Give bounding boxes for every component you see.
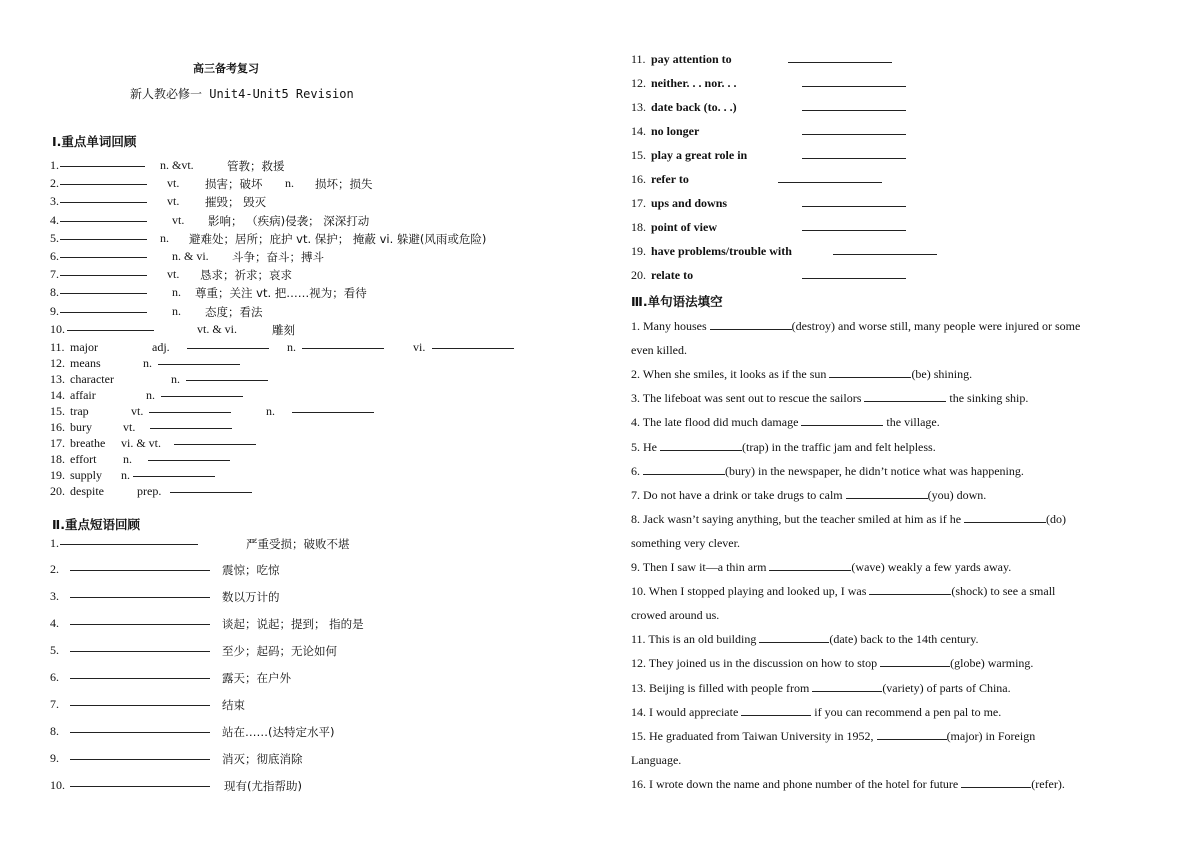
word-form-blank[interactable] bbox=[186, 370, 268, 384]
sentence-text: in the newspaper, he didn’t notice what was happening. bbox=[755, 463, 1024, 478]
item-number: 1. bbox=[50, 536, 59, 550]
answer-blank[interactable] bbox=[833, 244, 937, 255]
sentence-text: . bbox=[1061, 776, 1065, 791]
item-number: 3. bbox=[50, 589, 59, 603]
item-number: 19. bbox=[631, 244, 646, 258]
answer-blank[interactable] bbox=[802, 196, 906, 207]
phrase-text: pay attention to bbox=[651, 52, 732, 66]
sentence-text: 4. The late flood did much damage bbox=[631, 415, 802, 430]
answer-blank[interactable] bbox=[60, 302, 147, 313]
sentence-line bbox=[631, 608, 719, 623]
item-number: 12. bbox=[50, 356, 65, 370]
sentence-line bbox=[631, 319, 1080, 334]
phrase-blank[interactable] bbox=[60, 534, 198, 548]
answer-blank[interactable] bbox=[302, 338, 384, 349]
phrase-blank[interactable] bbox=[833, 244, 937, 258]
word-form-label: n. bbox=[143, 356, 152, 370]
phrase-blank[interactable] bbox=[70, 560, 210, 574]
verb-hint: (major) bbox=[946, 728, 983, 743]
part-of-speech: vt. bbox=[167, 194, 180, 209]
word-blank[interactable] bbox=[67, 320, 154, 334]
part-of-speech: n. bbox=[172, 303, 181, 318]
word-blank[interactable] bbox=[60, 302, 147, 316]
answer-blank[interactable] bbox=[802, 76, 906, 87]
phrase-text: point of view bbox=[651, 220, 717, 234]
answer-blank[interactable] bbox=[802, 220, 906, 231]
item-number: 9. bbox=[50, 751, 59, 765]
sentence-text: 8. Jack wasn’t saying anything, but the teacher smiled at him as if he bbox=[631, 511, 965, 526]
word-blank[interactable] bbox=[60, 283, 147, 297]
word-form-blank[interactable] bbox=[170, 482, 252, 496]
answer-blank[interactable] bbox=[801, 415, 883, 426]
sentence-text: 6. bbox=[631, 463, 643, 478]
item-number: 7. bbox=[50, 267, 59, 282]
sentence-text: 2. When she smiles, it looks as if the sun bbox=[631, 367, 830, 382]
sentence-line bbox=[631, 560, 1011, 575]
item-number: 17. bbox=[50, 436, 65, 450]
item-number: 15. bbox=[50, 404, 65, 418]
verb-hint: (you) bbox=[927, 487, 954, 502]
word-form-label: n. bbox=[171, 372, 180, 386]
vocab-word: despite bbox=[70, 484, 104, 498]
answer-blank[interactable] bbox=[778, 172, 882, 183]
sentence-line bbox=[631, 440, 936, 455]
item-number: 10. bbox=[50, 321, 65, 336]
phrase-text: ups and downs bbox=[651, 196, 728, 210]
sentence-continuation: even killed. bbox=[631, 343, 687, 358]
item-number: 16. bbox=[50, 420, 65, 434]
item-number: 14. bbox=[50, 388, 65, 402]
item-number: 8. bbox=[50, 724, 59, 738]
answer-blank[interactable] bbox=[802, 124, 906, 135]
phrase-blank[interactable] bbox=[70, 722, 210, 736]
answer-blank[interactable] bbox=[60, 534, 198, 545]
item-number: 20. bbox=[631, 268, 646, 282]
chinese-definition: 至少；起码；无论如何 bbox=[222, 644, 337, 658]
answer-blank[interactable] bbox=[802, 100, 906, 111]
answer-blank[interactable] bbox=[292, 402, 374, 413]
item-number: 19. bbox=[50, 468, 65, 482]
sentence-line bbox=[631, 632, 979, 647]
chinese-definition: 态度；看法 bbox=[205, 304, 263, 319]
chinese-definition: 雕刻 bbox=[272, 322, 295, 337]
answer-blank[interactable] bbox=[60, 211, 147, 222]
item-number: 5. bbox=[50, 643, 59, 657]
phrase-text: refer to bbox=[651, 172, 689, 186]
vocab-word: effort bbox=[70, 452, 97, 466]
sentence-line bbox=[631, 488, 986, 503]
part-of-speech: n. &vt. bbox=[160, 158, 194, 172]
sentence-line bbox=[631, 367, 972, 382]
sentence-continuation: crowed around us. bbox=[631, 608, 720, 623]
chinese-definition: 消灭；彻底消除 bbox=[222, 752, 303, 766]
answer-blank[interactable] bbox=[133, 466, 215, 477]
answer-blank[interactable] bbox=[70, 776, 210, 787]
word-form-blank[interactable] bbox=[161, 386, 243, 400]
chinese-definition: 管教；救援 bbox=[227, 159, 285, 173]
phrase-blank[interactable] bbox=[70, 668, 210, 682]
sentence-text: 1. Many houses bbox=[631, 319, 710, 333]
answer-blank[interactable] bbox=[964, 512, 1046, 523]
chinese-definition: 震惊；吃惊 bbox=[222, 563, 280, 577]
part-of-speech: n. bbox=[160, 230, 169, 245]
answer-blank[interactable] bbox=[60, 174, 147, 185]
word-form-blank[interactable] bbox=[432, 338, 514, 352]
word-form-label: prep. bbox=[137, 484, 162, 498]
sentence-text: shining. bbox=[930, 367, 973, 382]
word-form-label: n. bbox=[266, 404, 275, 418]
word-form-label: n. bbox=[123, 452, 132, 466]
chinese-definition: 结束 bbox=[222, 698, 245, 712]
word-form-label: n. bbox=[287, 340, 296, 354]
chinese-definition: 影响； （疾病)侵袭； 深深打动 bbox=[208, 213, 370, 228]
verb-hint: (shock) bbox=[951, 584, 988, 599]
answer-blank[interactable] bbox=[70, 614, 210, 625]
word-form-blank[interactable] bbox=[150, 418, 232, 432]
part-of-speech: vt. bbox=[167, 176, 180, 191]
word-form-blank[interactable] bbox=[148, 450, 230, 464]
answer-blank[interactable] bbox=[788, 52, 892, 63]
answer-blank[interactable] bbox=[802, 268, 906, 279]
word-form-label: adj. bbox=[152, 340, 170, 354]
sentence-text: to see a small bbox=[987, 584, 1056, 599]
answer-blank[interactable] bbox=[643, 464, 725, 475]
word-form-label: vt. bbox=[131, 404, 144, 418]
word-form-label: vi. & vt. bbox=[121, 436, 162, 450]
chinese-definition: 数以万计的 bbox=[222, 590, 280, 604]
chinese-definition: 避难处；居所；庇护 vt. 保护； 掩蔽 vi. 躲避(风雨或危险) bbox=[189, 231, 487, 246]
sentence-text: 3. The lifeboat was sent out to rescue the sailors bbox=[631, 391, 865, 406]
answer-blank[interactable] bbox=[60, 265, 147, 276]
verb-hint: (refer) bbox=[1031, 776, 1062, 791]
answer-blank[interactable] bbox=[880, 656, 950, 667]
word-blank[interactable] bbox=[60, 229, 147, 243]
sentence-line bbox=[631, 777, 1065, 792]
phrase-text: have problems/trouble with bbox=[651, 244, 792, 258]
word-form-label: n. bbox=[121, 468, 130, 482]
word-blank[interactable] bbox=[60, 156, 145, 170]
part-of-speech: n. bbox=[172, 285, 181, 300]
vocab-word: means bbox=[70, 356, 101, 370]
sentence-text: in Foreign bbox=[982, 728, 1036, 743]
item-number: 4. bbox=[50, 212, 59, 227]
word-form-blank[interactable] bbox=[149, 402, 231, 416]
answer-blank[interactable] bbox=[149, 402, 231, 413]
sentence-line bbox=[631, 584, 1055, 599]
phrase-blank[interactable] bbox=[802, 124, 906, 138]
word-form-label: vt. bbox=[123, 420, 136, 434]
verb-hint: (do) bbox=[1046, 511, 1067, 526]
answer-blank[interactable] bbox=[60, 229, 147, 240]
answer-blank[interactable] bbox=[802, 148, 906, 159]
verb-hint: (destroy) bbox=[791, 319, 835, 333]
chinese-definition: 严重受损；破败不堪 bbox=[246, 537, 350, 551]
word-blank[interactable] bbox=[60, 211, 147, 225]
vocab-word: supply bbox=[70, 468, 103, 482]
vocab-word: affair bbox=[70, 388, 96, 402]
item-number: 3. bbox=[50, 194, 59, 209]
phrase-blank[interactable] bbox=[802, 100, 906, 114]
sentence-text: 15. He graduated from Taiwan University in 1952, bbox=[631, 728, 877, 743]
answer-blank[interactable] bbox=[846, 488, 928, 499]
sentence-line bbox=[631, 729, 1035, 744]
verb-hint: (variety) bbox=[882, 680, 924, 695]
page-subtitle: 新人教必修一 Unit4-Unit5 Revision bbox=[130, 87, 354, 101]
phrase-text: neither. . . nor. . . bbox=[651, 76, 737, 90]
chinese-definition: 露天；在户外 bbox=[222, 671, 291, 685]
phrase-blank[interactable] bbox=[70, 614, 210, 628]
item-number: 9. bbox=[50, 303, 59, 318]
answer-blank[interactable] bbox=[148, 450, 230, 461]
sentence-text: 11. This is an old building bbox=[631, 632, 760, 647]
word-blank[interactable] bbox=[60, 192, 147, 206]
answer-blank[interactable] bbox=[710, 319, 792, 330]
phrase-blank[interactable] bbox=[802, 148, 906, 162]
answer-blank[interactable] bbox=[187, 338, 269, 349]
section1-heading: Ⅰ.重点单词回顾 bbox=[52, 134, 137, 149]
item-number: 15. bbox=[631, 148, 646, 162]
phrase-text: date back (to. . .) bbox=[651, 100, 737, 114]
sentence-text: 16. I wrote down the name and phone number of the hotel for future bbox=[631, 776, 962, 791]
item-number: 17. bbox=[631, 196, 646, 210]
answer-blank[interactable] bbox=[70, 749, 210, 760]
part-of-speech: vt. bbox=[172, 212, 185, 227]
chinese-definition: 站在……(达特定水平) bbox=[222, 725, 335, 739]
word-form-blank[interactable] bbox=[174, 434, 256, 448]
answer-blank[interactable] bbox=[961, 777, 1031, 788]
vocab-word: character bbox=[70, 372, 114, 386]
sentence-line bbox=[631, 753, 681, 768]
answer-blank[interactable] bbox=[432, 338, 514, 349]
phrase-blank[interactable] bbox=[788, 52, 892, 66]
item-number: 10. bbox=[50, 778, 65, 792]
answer-blank[interactable] bbox=[70, 695, 210, 706]
answer-blank[interactable] bbox=[869, 584, 951, 595]
vocab-word: trap bbox=[70, 404, 89, 418]
sentence-line bbox=[631, 656, 1033, 671]
phrase-blank[interactable] bbox=[802, 268, 906, 282]
verb-hint: (be) bbox=[911, 367, 931, 382]
vocab-word: bury bbox=[70, 420, 92, 434]
answer-blank[interactable] bbox=[150, 418, 232, 429]
answer-blank[interactable] bbox=[161, 386, 243, 397]
sentence-text: if you can recommend a pen pal to me. bbox=[811, 704, 1002, 719]
answer-blank[interactable] bbox=[759, 632, 829, 643]
word-form-label: vi. bbox=[413, 340, 426, 354]
word-form-blank[interactable] bbox=[187, 338, 269, 352]
sentence-text: warming. bbox=[984, 656, 1034, 671]
sentence-text: 10. When I stopped playing and looked up, I was bbox=[631, 584, 870, 599]
chinese-definition: 斗争；奋斗；搏斗 bbox=[232, 250, 324, 264]
phrase-text: no longer bbox=[651, 124, 700, 138]
item-number: 1. bbox=[50, 158, 59, 172]
answer-blank[interactable] bbox=[60, 192, 147, 203]
vocab-word: major bbox=[70, 340, 98, 354]
sentence-line bbox=[631, 512, 1066, 527]
item-number: 11. bbox=[631, 52, 646, 66]
answer-blank[interactable] bbox=[877, 729, 947, 740]
verb-hint: (trap) bbox=[742, 439, 769, 454]
item-number: 12. bbox=[631, 76, 646, 90]
sentence-text: weakly a few yards away. bbox=[884, 560, 1012, 574]
phrase-blank[interactable] bbox=[70, 641, 210, 655]
sentence-text: down. bbox=[953, 487, 987, 502]
verb-hint: (date) bbox=[829, 632, 858, 647]
item-number: 16. bbox=[631, 172, 646, 186]
page-title: 高三备考复习 bbox=[193, 62, 259, 75]
item-number: 6. bbox=[50, 670, 59, 684]
chinese-definition: 损害；破坏 bbox=[205, 177, 263, 192]
word-form-blank[interactable] bbox=[292, 402, 374, 416]
item-number: 7. bbox=[50, 697, 59, 711]
sentence-line bbox=[631, 705, 1001, 720]
phrase-blank[interactable] bbox=[802, 76, 906, 90]
answer-blank[interactable] bbox=[174, 434, 256, 445]
word-form-blank[interactable] bbox=[302, 338, 384, 352]
answer-blank[interactable] bbox=[70, 641, 210, 652]
word-form-blank[interactable] bbox=[133, 466, 215, 480]
sentence-text: 14. I would appreciate bbox=[631, 704, 742, 719]
phrase-blank[interactable] bbox=[70, 749, 210, 763]
sentence-text: 5. He bbox=[631, 439, 660, 454]
sentence-text: 13. Beijing is filled with people from bbox=[631, 680, 813, 695]
word-form-blank[interactable] bbox=[158, 354, 240, 368]
word-blank[interactable] bbox=[60, 174, 147, 188]
sentence-text: of parts of China. bbox=[923, 680, 1011, 695]
part-of-speech: n. bbox=[285, 176, 294, 191]
word-blank[interactable] bbox=[60, 265, 147, 279]
answer-blank[interactable] bbox=[864, 391, 946, 402]
sentence-line bbox=[631, 536, 740, 551]
chinese-definition: 恳求；祈求；哀求 bbox=[200, 268, 292, 283]
verb-hint: (wave) bbox=[851, 560, 885, 574]
phrase-blank[interactable] bbox=[802, 196, 906, 210]
answer-blank[interactable] bbox=[186, 370, 268, 381]
item-number: 18. bbox=[631, 220, 646, 234]
item-number: 4. bbox=[50, 616, 59, 630]
item-number: 20. bbox=[50, 484, 65, 498]
phrase-blank[interactable] bbox=[70, 695, 210, 709]
item-number: 11. bbox=[50, 340, 65, 354]
answer-blank[interactable] bbox=[70, 668, 210, 679]
sentence-continuation: Language. bbox=[631, 752, 682, 767]
item-number: 8. bbox=[50, 285, 59, 300]
sentence-line bbox=[631, 415, 940, 430]
answer-blank[interactable] bbox=[812, 681, 882, 692]
answer-blank[interactable] bbox=[741, 705, 811, 716]
chinese-definition: 尊重；关注 vt. 把……视为；看待 bbox=[195, 286, 367, 301]
phrase-blank[interactable] bbox=[802, 220, 906, 234]
answer-blank[interactable] bbox=[67, 320, 154, 331]
sentence-line bbox=[631, 343, 687, 358]
verb-hint: (bury) bbox=[725, 463, 755, 478]
item-number: 13. bbox=[50, 372, 65, 386]
answer-blank[interactable] bbox=[60, 283, 147, 294]
sentence-line bbox=[631, 681, 1011, 696]
phrase-blank[interactable] bbox=[70, 587, 210, 601]
sentence-text: back to the 14th century. bbox=[857, 632, 979, 647]
answer-blank[interactable] bbox=[70, 587, 210, 598]
part-of-speech: vt. & vi. bbox=[197, 321, 238, 336]
phrase-text: play a great role in bbox=[651, 148, 748, 162]
answer-blank[interactable] bbox=[829, 367, 911, 378]
sentence-text: 7. Do not have a drink or take drugs to calm bbox=[631, 487, 846, 502]
item-number: 18. bbox=[50, 452, 65, 466]
item-number: 2. bbox=[50, 562, 59, 576]
sentence-text: 12. They joined us in the discussion on how to stop bbox=[631, 656, 881, 671]
item-number: 5. bbox=[50, 230, 59, 245]
answer-blank[interactable] bbox=[70, 722, 210, 733]
sentence-text: the sinking ship. bbox=[946, 391, 1029, 406]
part-of-speech: n. & vi. bbox=[172, 249, 209, 263]
section2-heading: Ⅱ.重点短语回顾 bbox=[52, 517, 140, 532]
chinese-definition: 损坏；损失 bbox=[315, 177, 373, 192]
item-number: 2. bbox=[50, 176, 59, 191]
answer-blank[interactable] bbox=[60, 247, 147, 258]
answer-blank[interactable] bbox=[70, 560, 210, 571]
sentence-continuation: something very clever. bbox=[631, 535, 740, 550]
chinese-definition: 谈起；说起；提到； 指的是 bbox=[222, 617, 364, 631]
section3-heading: Ⅲ.单句语法填空 bbox=[631, 294, 723, 309]
sentence-text: 9. Then I saw it—a thin arm bbox=[631, 560, 770, 574]
answer-blank[interactable] bbox=[660, 440, 742, 451]
sentence-text: the village. bbox=[883, 415, 940, 430]
sentence-text: and worse still, many people were injured or some bbox=[835, 319, 1081, 333]
sentence-line bbox=[631, 464, 1024, 479]
chinese-definition: 摧毁； 毁灭 bbox=[205, 195, 267, 210]
sentence-text: in the traffic jam and felt helpless. bbox=[768, 439, 936, 454]
item-number: 14. bbox=[631, 124, 646, 138]
sentence-line bbox=[631, 391, 1028, 406]
answer-blank[interactable] bbox=[769, 560, 851, 571]
phrase-text: relate to bbox=[651, 268, 694, 282]
verb-hint: (globe) bbox=[950, 656, 985, 671]
item-number: 6. bbox=[50, 249, 59, 263]
word-blank[interactable] bbox=[60, 247, 147, 261]
chinese-definition: 现有(尤指帮助) bbox=[224, 779, 302, 793]
phrase-blank[interactable] bbox=[70, 776, 210, 790]
answer-blank[interactable] bbox=[170, 482, 252, 493]
answer-blank[interactable] bbox=[60, 156, 145, 167]
vocab-word: breathe bbox=[70, 436, 106, 450]
phrase-blank[interactable] bbox=[778, 172, 882, 186]
part-of-speech: vt. bbox=[167, 267, 180, 282]
word-form-label: n. bbox=[146, 388, 155, 402]
item-number: 13. bbox=[631, 100, 646, 114]
answer-blank[interactable] bbox=[158, 354, 240, 365]
